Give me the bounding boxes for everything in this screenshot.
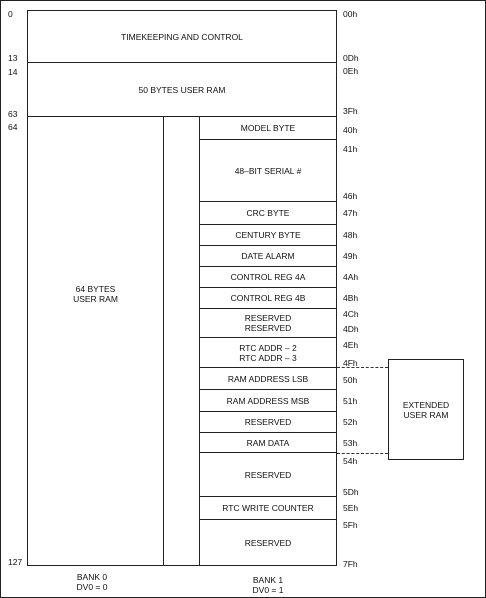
hex-4ch: 4Ch — [343, 309, 359, 319]
bank1-cell-rtc-write-counter — [199, 496, 337, 520]
hex-4eh: 4Eh — [343, 340, 359, 350]
extended-user-ram-label: EXTENDED USER RAM — [402, 399, 450, 420]
hex-40h: 40h — [343, 125, 358, 135]
extended-user-ram-block — [388, 359, 464, 460]
timekeeping-label: TIMEKEEPING AND CONTROL — [121, 31, 243, 42]
bank1-cell-label: CONTROL REG 4B — [230, 293, 306, 303]
hex-0eh: 0Eh — [343, 66, 359, 76]
bank1-cell-label: RTC ADDR – 2 RTC ADDR – 3 — [239, 342, 297, 363]
bank1-cell-label: MODEL BYTE — [240, 123, 296, 133]
bank1-cell-label: DATE ALARM — [241, 251, 295, 261]
address-127: 127 — [8, 557, 23, 567]
hex-41h: 41h — [343, 144, 358, 154]
hex-52h: 52h — [343, 417, 358, 427]
bank1-cell-label: RESERVED — [244, 417, 292, 427]
bank1-cell-label: RESERVED RESERVED — [244, 313, 292, 333]
bank1-cell-ram-data — [199, 432, 337, 453]
bank0-user-ram-label: 64 BYTES USER RAM — [73, 284, 118, 304]
address-14: 14 — [8, 67, 18, 77]
bank0-caption-line2: DV0 = 0 — [76, 582, 108, 592]
bank1-cell-label: RTC WRITE COUNTER — [222, 503, 314, 513]
timekeeping-block — [27, 10, 337, 63]
hex-4bh: 4Bh — [343, 293, 359, 303]
bank1-cell-ram-address-msb — [199, 389, 337, 412]
bank1-cell-label: RAM DATA — [246, 437, 290, 448]
bank1-cell-label: RAM ADDRESS MSB — [226, 395, 310, 406]
bank1-cell-century-byte — [199, 224, 337, 246]
bank1-cell-serial — [199, 139, 337, 202]
bank1-cell-label: RESERVED — [244, 469, 292, 480]
bank1-cell-rtc-addr — [199, 337, 337, 368]
address-64: 64 — [8, 122, 18, 132]
hex-5fh: 5Fh — [343, 520, 358, 530]
hex-51h: 51h — [343, 396, 358, 406]
bank1-cell-date-alarm — [199, 245, 337, 267]
bank1-cell-model-byte — [199, 116, 337, 140]
bank1-cell-label: CENTURY BYTE — [235, 230, 301, 240]
hex-50h: 50h — [343, 375, 358, 385]
bank1-cell-label: CONTROL REG 4A — [230, 272, 306, 282]
bank1-caption-line2: DV0 = 1 — [252, 585, 284, 595]
user-ram-50-label: 50 BYTES USER RAM — [138, 84, 226, 95]
bank1-cell-reserved-5fh-7fh — [199, 519, 337, 566]
address-13: 13 — [8, 53, 18, 63]
bank0-caption-line1: BANK 0 — [76, 572, 108, 582]
hex-5eh: 5Eh — [343, 503, 359, 513]
bank1-cell-label: RESERVED — [244, 537, 292, 548]
bank1-cell-crc-byte — [199, 201, 337, 225]
user-ram-50-block — [27, 62, 337, 117]
hex-53h: 53h — [343, 438, 358, 448]
hex-7fh: 7Fh — [343, 559, 358, 569]
hex-00h: 00h — [343, 9, 358, 19]
bank1-cell-reserved-4c-4d — [199, 308, 337, 338]
hex-5dh: 5Dh — [343, 487, 359, 497]
address-0: 0 — [8, 9, 13, 19]
bank1-cell-reserved-52h — [199, 411, 337, 433]
bank1-cell-label: 48–BIT SERIAL # — [234, 165, 302, 176]
bank1-cell-ram-address-lsb — [199, 367, 337, 390]
bank1-cell-control-reg-4b — [199, 287, 337, 309]
hex-4ah: 4Ah — [343, 272, 359, 282]
bank1-cell-control-reg-4a — [199, 266, 337, 288]
hex-47h: 47h — [343, 208, 358, 218]
bank1-cell-label: RAM ADDRESS LSB — [227, 373, 309, 384]
hex-54h: 54h — [343, 456, 358, 466]
hex-3fh: 3Fh — [343, 106, 358, 116]
hex-4fh: 4Fh — [343, 358, 358, 368]
extended-connector-bottom — [337, 453, 388, 454]
hex-46h: 46h — [343, 191, 358, 201]
address-63: 63 — [8, 109, 18, 119]
hex-48h: 48h — [343, 230, 358, 240]
bank1-caption-line1: BANK 1 — [252, 575, 284, 585]
hex-49h: 49h — [343, 251, 358, 261]
bank1-cell-reserved-54h-5dh — [199, 452, 337, 497]
hex-0dh: 0Dh — [343, 53, 359, 63]
bank1-cell-label: CRC BYTE — [246, 208, 290, 218]
hex-4dh: 4Dh — [343, 324, 359, 334]
